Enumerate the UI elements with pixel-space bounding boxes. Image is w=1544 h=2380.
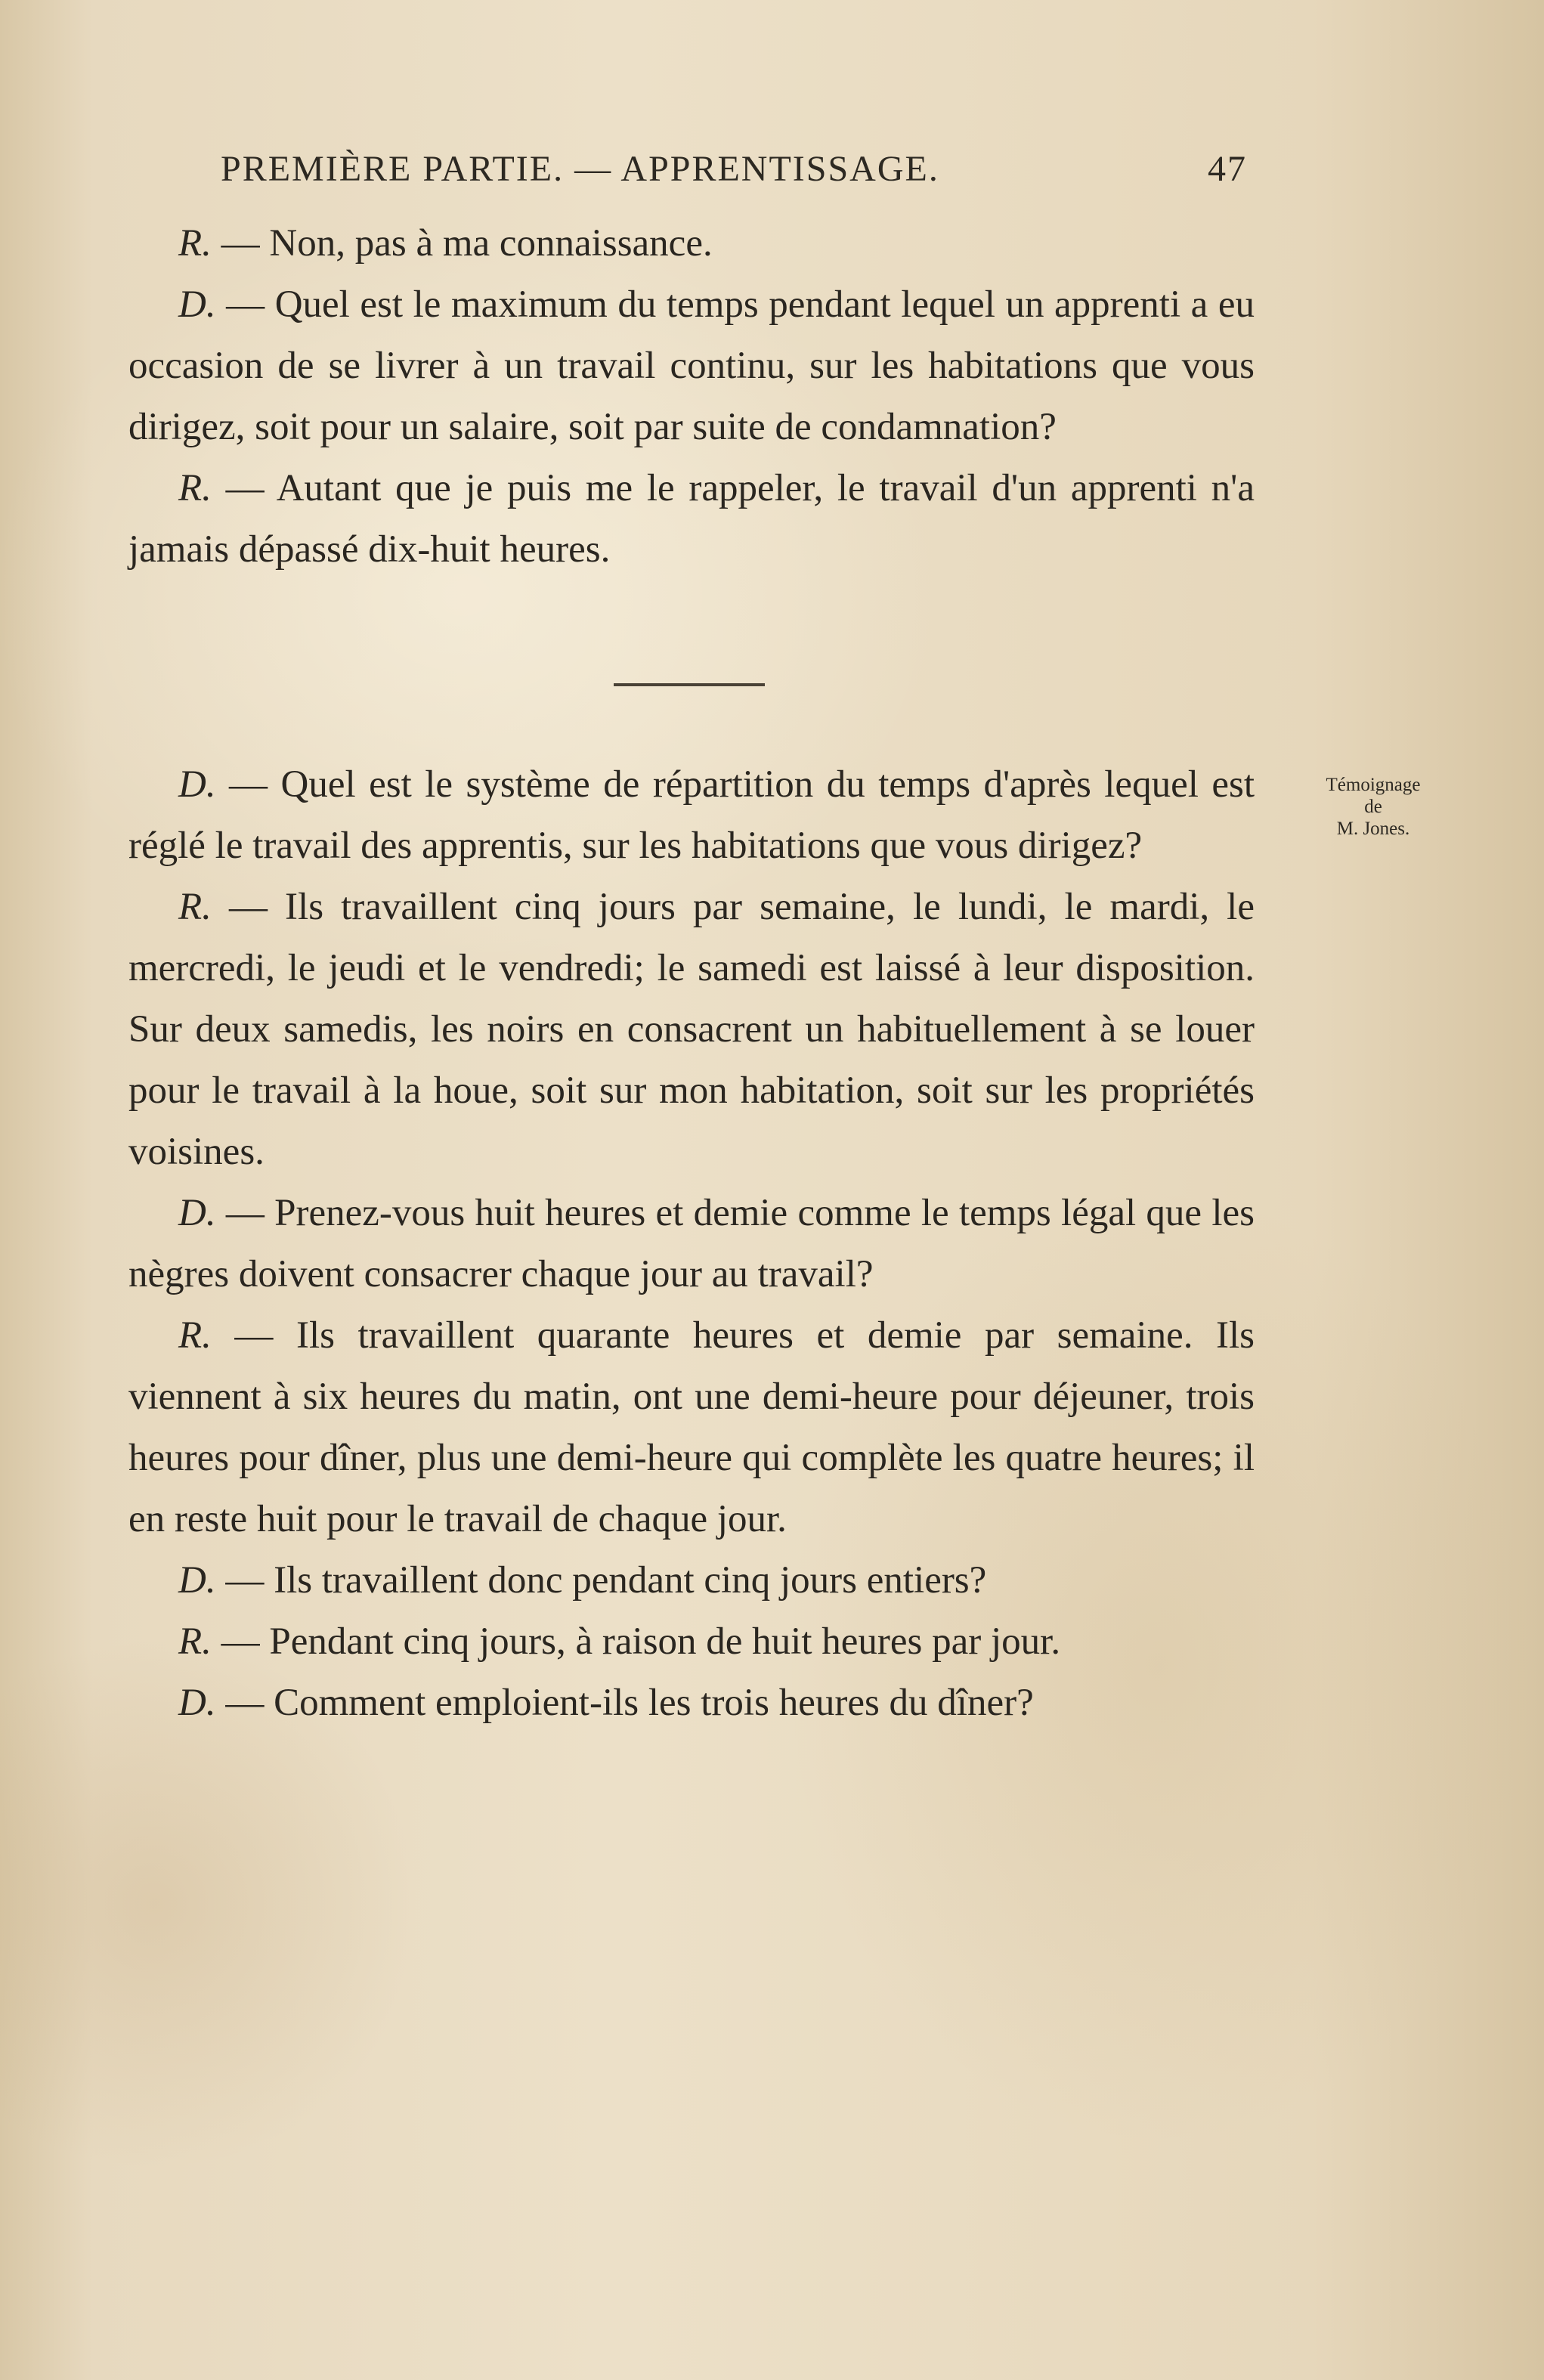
margin-note-line: de: [1364, 797, 1382, 817]
paragraph: [128, 877, 1255, 1183]
paragraph: [128, 1305, 1255, 1550]
margin-note: [1294, 774, 1453, 840]
paragraph: [128, 213, 1255, 274]
paragraph: [128, 754, 1255, 877]
speaker-label: R.: [178, 467, 212, 509]
paragraph-text: — Quel est le système de répartition du temps d'après lequel est réglé le travail des apprentis, sur les habitations que vous dirigez?: [128, 763, 1255, 867]
paragraph-text: — Pendant cinq jours, à raison de huit heures par jour.: [211, 1620, 1061, 1663]
speaker-label: R.: [178, 1620, 212, 1663]
speaker-label: D.: [178, 283, 216, 326]
paragraph-text: — Prenez-vous huit heures et demie comme le temps légal que les nègres doivent consacrer chaque jour au travail?: [128, 1192, 1255, 1295]
speaker-label: R.: [178, 1314, 212, 1357]
section-divider: [614, 683, 765, 686]
paragraph-text: — Quel est le maximum du temps pendant lequel un apprenti a eu occasion de se livrer à un travail continu, sur les habitations que vous dirigez, soit pour un salaire, soit par suite de condamnation?: [128, 283, 1255, 448]
paragraph-text: — Comment emploient-ils les trois heures du dîner?: [215, 1682, 1034, 1724]
running-header: [221, 148, 1247, 190]
paragraph-text: — Autant que je puis me le rappeler, le travail d'un apprenti n'a jamais dépassé dix-huit heures.: [128, 467, 1255, 571]
paragraph-text: — Ils travaillent quarante heures et demie par semaine. Ils viennent à six heures du matin, ont une demi-heure pour déjeuner, trois heures pour dîner, plus une demi-heure qui complète les quatre heures; il en reste huit pour le travail de chaque jour.: [128, 1314, 1255, 1540]
speaker-label: D.: [178, 1192, 216, 1234]
paragraph: [128, 1550, 1255, 1611]
speaker-label: D.: [178, 763, 216, 806]
text-block-lower: [128, 754, 1255, 1734]
speaker-label: R.: [178, 222, 212, 265]
margin-note-line: M. Jones.: [1336, 819, 1410, 839]
speaker-label: D.: [178, 1682, 216, 1724]
paragraph: [128, 1673, 1255, 1734]
paragraph: [128, 1183, 1255, 1305]
paragraph-text: — Non, pas à ma connaissance.: [211, 222, 713, 265]
speaker-label: D.: [178, 1559, 216, 1602]
text-block-upper: [128, 213, 1255, 580]
speaker-label: R.: [178, 886, 212, 928]
margin-note-line: Témoignage: [1326, 775, 1421, 795]
paragraph: [128, 458, 1255, 580]
page-number: 47: [1208, 149, 1247, 189]
paragraph: [128, 1611, 1255, 1673]
running-title: PREMIÈRE PARTIE. — APPRENTISSAGE.: [221, 149, 939, 189]
paragraph: [128, 274, 1255, 458]
paragraph-text: — Ils travaillent donc pendant cinq jours entiers?: [215, 1559, 987, 1602]
paragraph-text: — Ils travaillent cinq jours par semaine, le lundi, le mardi, le mercredi, le jeudi et le vendredi; le samedi est laissé à leur disposition. Sur deux samedis, les noirs en consacrent un habituellement à se louer pour le travail à la houe, soit sur mon habitation, soit sur les propriétés voisines.: [128, 886, 1255, 1173]
